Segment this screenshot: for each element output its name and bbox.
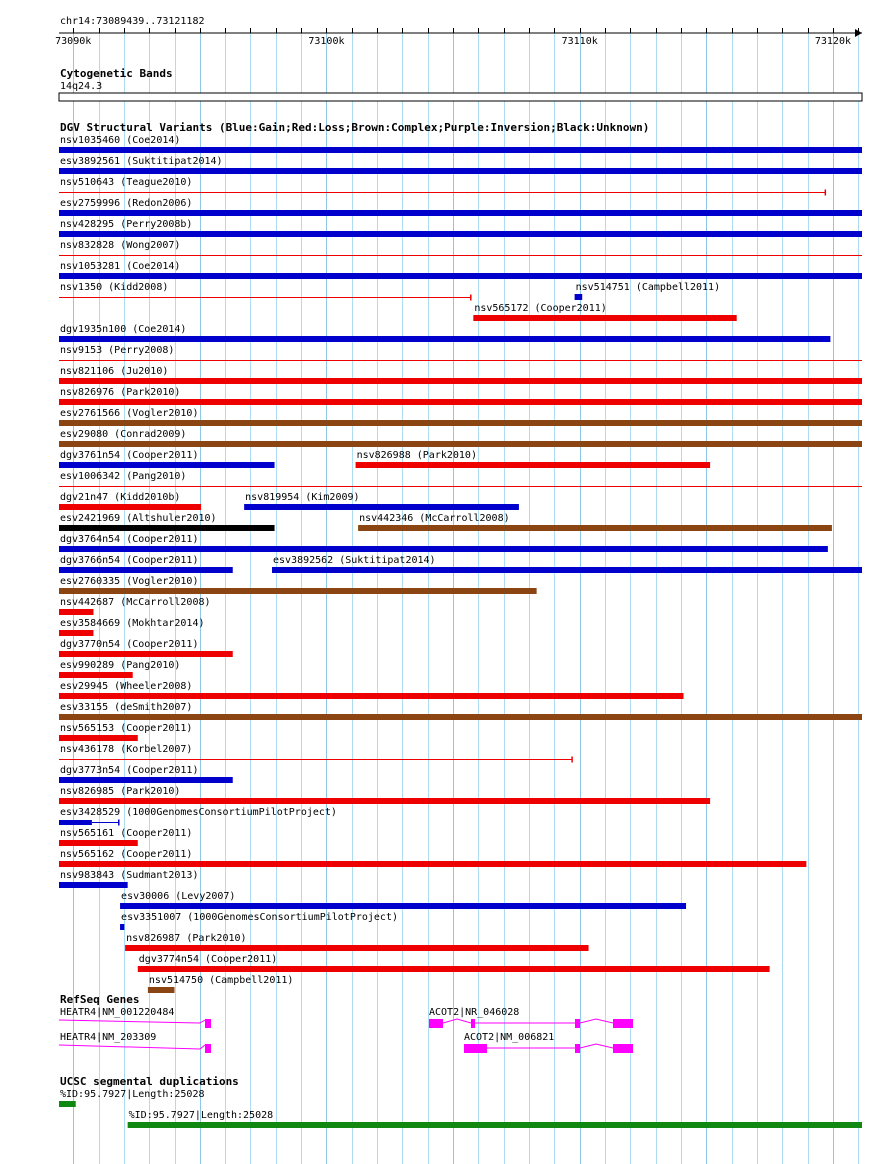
variant-bar (59, 609, 93, 615)
gene-heatr4-nm-203309[interactable] (59, 1032, 211, 1053)
variant-label: dgv1935n100 (Coe2014) (60, 324, 187, 335)
ruler-tick-label: 73090k (55, 36, 92, 47)
variant-label: nsv826987 (Park2010) (126, 933, 247, 944)
cytoband-label: 14q24.3 (60, 81, 103, 92)
variant-label: dgv3764n54 (Cooper2011) (60, 534, 199, 545)
dgv-variant[interactable] (120, 912, 398, 930)
variant-bar (148, 987, 175, 993)
gene-label: ACOT2|NR_046028 (429, 1007, 520, 1018)
variant-label: nsv565172 (Cooper2011) (474, 303, 607, 314)
variant-bar (59, 861, 806, 867)
variant-bar (59, 693, 684, 699)
cytoband-track (59, 67, 862, 101)
variant-bar (59, 588, 537, 594)
variant-bar (59, 882, 128, 888)
dgv-variant[interactable] (59, 492, 201, 510)
cytoband-bar[interactable] (59, 93, 862, 101)
dgv-variant[interactable] (148, 975, 294, 993)
gene-label: HEATR4|NM_203309 (60, 1032, 157, 1043)
dgv-variant[interactable] (473, 303, 736, 321)
gene-label: HEATR4|NM_001220484 (60, 1007, 175, 1018)
variant-label: esv29080 (Conrad2009) (60, 429, 187, 440)
variant-bar (59, 420, 862, 426)
variant-bar (120, 924, 124, 930)
variant-label: nsv819954 (Kim2009) (245, 492, 360, 503)
dgv-variant[interactable] (59, 576, 537, 594)
dgv-variant[interactable] (59, 177, 825, 196)
variant-label: esv990289 (Pang2010) (60, 660, 181, 671)
variant-bar (575, 294, 583, 300)
dgv-feature-list (59, 135, 862, 993)
dgv-variant[interactable] (272, 555, 862, 573)
variant-bar (138, 966, 770, 972)
dgv-variant[interactable] (59, 471, 862, 487)
variant-bar (59, 378, 862, 384)
variant-bar (125, 945, 588, 951)
variant-label: dgv3770n54 (Cooper2011) (60, 639, 199, 650)
variant-bar (59, 840, 138, 846)
variant-label: nsv442687 (McCarroll2008) (60, 597, 211, 608)
variant-bar (59, 273, 862, 279)
variant-label: nsv821106 (Ju2010) (60, 366, 169, 377)
refseq-track-title: RefSeq Genes (60, 993, 140, 1006)
dgv-variant[interactable] (244, 492, 519, 510)
dgv-variant[interactable] (59, 408, 862, 426)
variant-bar (59, 336, 830, 342)
dgv-variant[interactable] (125, 933, 588, 951)
variant-bar (358, 525, 832, 531)
variant-bar (59, 399, 862, 405)
dgv-variant[interactable] (59, 639, 233, 657)
variant-label: nsv826976 (Park2010) (60, 387, 181, 398)
dgv-variant[interactable] (59, 450, 275, 468)
variant-label: nsv1350 (Kidd2008) (60, 282, 169, 293)
dgv-variant[interactable] (575, 282, 721, 300)
ruler-header (55, 16, 862, 47)
gene-intron-line (580, 1044, 613, 1048)
variant-label: nsv826985 (Park2010) (60, 786, 181, 797)
variant-bar (59, 168, 862, 174)
dgv-variant[interactable] (59, 597, 211, 615)
variant-label: esv1006342 (Pang2010) (60, 471, 187, 482)
dgv-variant[interactable] (59, 219, 862, 237)
variant-bar (59, 147, 862, 153)
variant-bar (244, 504, 519, 510)
segdup-label: %ID:95.7927|Length:25028 (60, 1089, 205, 1100)
dgv-variant[interactable] (59, 660, 180, 678)
dgv-variant[interactable] (59, 534, 828, 552)
refseq-track (59, 993, 633, 1053)
variant-bar (59, 231, 862, 237)
variant-label: nsv514750 (Campbell2011) (148, 975, 294, 986)
dgv-track (59, 121, 862, 993)
variant-bar (59, 567, 233, 573)
dgv-variant[interactable] (59, 387, 862, 405)
variant-bar (272, 567, 862, 573)
variant-label: nsv1053281 (Coe2014) (60, 261, 181, 272)
variant-label: esv29945 (Wheeler2008) (60, 681, 193, 692)
variant-bar (59, 210, 862, 216)
variant-bar (59, 441, 862, 447)
ruler-tick-label: 73100k (308, 36, 345, 47)
gene-exon (471, 1019, 475, 1028)
variant-label: nsv9153 (Perry2008) (60, 345, 175, 356)
dgv-variant[interactable] (59, 156, 862, 174)
dgv-variant[interactable] (59, 324, 830, 342)
variant-bar (59, 630, 93, 636)
ruler-tick-label: 73110k (561, 36, 598, 47)
gene-intron-line (59, 1045, 205, 1049)
variant-label: esv30006 (Levy2007) (121, 891, 236, 902)
variant-label: nsv983843 (Sudmant2013) (60, 870, 199, 881)
variant-label: dgv3766n54 (Cooper2011) (60, 555, 199, 566)
dgv-variant[interactable] (358, 513, 832, 531)
variant-label: nsv565153 (Cooper2011) (60, 723, 193, 734)
variant-label: nsv442346 (McCarroll2008) (359, 513, 510, 524)
variant-label: nsv428295 (Perry2008b) (60, 219, 193, 230)
gene-exon (575, 1019, 580, 1028)
variant-bar (59, 546, 828, 552)
dgv-variant[interactable] (59, 345, 862, 361)
gene-exon (575, 1044, 580, 1053)
variant-bar (59, 525, 275, 531)
variant-label: esv2759996 (Redon2006) (60, 198, 193, 209)
variant-bar (59, 651, 233, 657)
variant-label: nsv1035460 (Coe2014) (60, 135, 181, 146)
gene-exon (429, 1019, 443, 1028)
dgv-variant[interactable] (59, 135, 862, 153)
cytoband-track-title: Cytogenetic Bands (60, 67, 173, 80)
gene-intron-line (443, 1019, 471, 1023)
variant-label: esv3892562 (Suktitipat2014) (273, 555, 436, 566)
variant-label: dgv3774n54 (Cooper2011) (138, 954, 278, 965)
variant-label: esv3351007 (1000GenomesConsortiumPilotProject) (121, 912, 399, 923)
variant-bar (59, 504, 201, 510)
dgv-variant[interactable] (59, 198, 862, 216)
variant-bar (120, 903, 686, 909)
variant-label: nsv832828 (Wong2007) (60, 240, 181, 251)
dgv-variant[interactable] (59, 870, 198, 888)
variant-label: nsv565162 (Cooper2011) (60, 849, 193, 860)
gene-intron-line (580, 1019, 613, 1023)
variant-label: esv2761566 (Vogler2010) (60, 408, 199, 419)
variant-bar (59, 777, 233, 783)
gene-exon (205, 1019, 211, 1028)
gene-acot2-nr-046028[interactable] (429, 1007, 633, 1028)
variant-label: nsv565161 (Cooper2011) (60, 828, 193, 839)
dgv-variant[interactable] (59, 786, 710, 804)
dgv-variant[interactable] (59, 765, 233, 783)
dgv-track-title: DGV Structural Variants (Blue:Gain;Red:Loss;Brown:Complex;Purple:Inversion;Black:Unknown) (60, 121, 650, 134)
variant-label: dgv3761n54 (Cooper2011) (60, 450, 199, 461)
segdup-track (59, 1075, 862, 1128)
variant-label: esv3428529 (1000GenomesConsortiumPilotProject) (60, 807, 337, 818)
gene-exon (613, 1019, 633, 1028)
segdup-label: %ID:95.7927|Length:25028 (128, 1110, 274, 1121)
variant-bar (59, 462, 275, 468)
segdup-track-title: UCSC segmental duplications (60, 1075, 239, 1088)
variant-label: esv3892561 (Suktitipat2014) (60, 156, 223, 167)
gene-exon (613, 1044, 633, 1053)
variant-label: dgv3773n54 (Cooper2011) (60, 765, 199, 776)
dgv-variant[interactable] (59, 240, 862, 256)
variant-label: nsv436178 (Korbel2007) (60, 744, 193, 755)
segdup-feature[interactable] (59, 1089, 205, 1107)
dgv-variant[interactable] (59, 366, 862, 384)
dgv-variant[interactable] (59, 744, 572, 763)
dgv-variant[interactable] (59, 555, 233, 573)
dgv-variant[interactable] (59, 282, 471, 301)
dgv-variant[interactable] (59, 681, 684, 699)
variant-label: esv2760335 (Vogler2010) (60, 576, 199, 587)
segdup-feature-list (59, 1089, 862, 1128)
dgv-variant[interactable] (59, 702, 862, 720)
variant-label: nsv510643 (Teague2010) (60, 177, 193, 188)
variant-bar (59, 714, 862, 720)
dgv-variant[interactable] (59, 849, 806, 867)
variant-label: nsv826988 (Park2010) (356, 450, 477, 461)
variant-bar (59, 735, 138, 741)
gene-intron-line (59, 1020, 205, 1023)
variant-label: esv2421969 (Altshuler2010) (60, 513, 217, 524)
locus-label: chr14:73089439..73121182 (60, 16, 205, 27)
variant-bar (356, 462, 711, 468)
segdup-feature[interactable] (128, 1110, 862, 1128)
variant-bar (59, 798, 710, 804)
gene-heatr4-nm-001220484[interactable] (59, 1007, 211, 1028)
gene-exon (464, 1044, 487, 1053)
variant-label: esv33155 (deSmith2007) (60, 702, 193, 713)
dgv-variant[interactable] (59, 807, 337, 826)
segdup-bar (128, 1122, 862, 1128)
dgv-variant[interactable] (59, 828, 192, 846)
variant-label: esv3584669 (Mokhtar2014) (60, 618, 205, 629)
variant-bar (473, 315, 736, 321)
ruler-tick-label: 73120k (814, 36, 851, 47)
variant-label: nsv514751 (Campbell2011) (575, 282, 721, 293)
variant-bar (59, 820, 92, 825)
dgv-variant[interactable] (120, 891, 686, 909)
variant-label: dgv21n47 (Kidd2010b) (60, 492, 181, 503)
gene-label: ACOT2|NM_006821 (464, 1032, 555, 1043)
gene-exon (205, 1044, 211, 1053)
variant-bar (59, 672, 133, 678)
dgv-variant[interactable] (59, 723, 192, 741)
dgv-variant[interactable] (59, 261, 862, 279)
dgv-variant[interactable] (59, 618, 205, 636)
dgv-variant[interactable] (59, 429, 862, 447)
dgv-variant[interactable] (59, 513, 275, 531)
gene-acot2-nm-006821[interactable] (464, 1032, 633, 1053)
segdup-bar (59, 1101, 76, 1107)
